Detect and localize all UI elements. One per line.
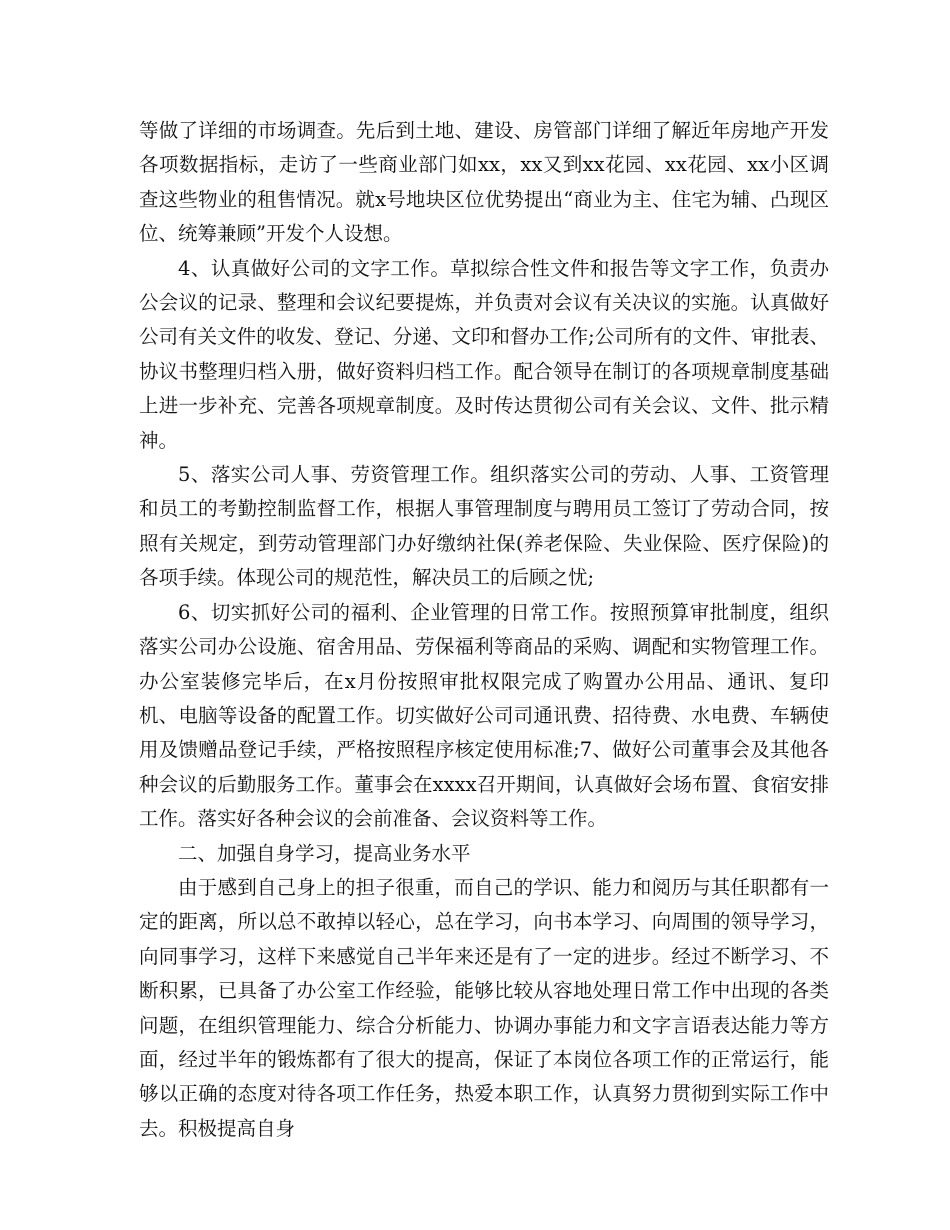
section-heading-2: 二、加强自身学习，提高业务水平 xyxy=(178,841,471,865)
document-body xyxy=(139,114,829,1146)
paragraph-self-study: 由于感到自己身上的担子很重，而自己的学识、能力和阅历与其任职都有一定的距离，所以总不敢掉以轻心，总在学习，向书本学习、向周围的领导学习，向同事学习，这样下来感觉自己半年来还是有了一定的进步。经过不断学习、不断积累，已具备了办公室工作经验，能够比较从容地处理日常工作中出现的各类问题，在组织管理能力、综合分析能力、协调办事能力和文字言语表达能力等方面，经过半年的锻炼都有了很大的提高，保证了本岗位各项工作的正常运行，能够以正确的态度对待各项工作任务，热爱本职工作，认真努力贯彻到实际工作中去。积极提高自身 xyxy=(139,875,829,1140)
paragraph-market-survey: 等做了详细的市场调查。先后到土地、建设、房管部门详细了解近年房地产开发各项数据指标，走访了一些商业部门如xx，xx又到xx花园、xx花园、xx小区调查这些物业的租售情况。就x号地块区位优势提出“商业为主、住宅为辅、凸现区位、统筹兼顾”开发个人设想。 xyxy=(139,119,829,246)
paragraph-item-5: 5、落实公司人事、劳资管理工作。组织落实公司的劳动、人事、工资管理和员工的考勤控制监督工作，根据人事管理制度与聘用员工签订了劳动合同，按照有关规定，到劳动管理部门办好缴纳社保(养老保险、失业保险、医疗保险)的各项手续。体现公司的规范性，解决员工的后顾之忧; xyxy=(139,463,829,590)
paragraph-item-4: 4、认真做好公司的文字工作。草拟综合性文件和报告等文字工作，负责办公会议的记录、整理和会议纪要提炼，并负责对会议有关决议的实施。认真做好公司有关文件的收发、登记、分递、文印和督办工作;公司所有的文件、审批表、协议书整理归档入册，做好资料归档工作。配合领导在制订的各项规章制度基础上进一步补充、完善各项规章制度。及时传达贯彻公司有关会议、文件、批示精神。 xyxy=(139,256,829,452)
paragraph-item-6: 6、切实抓好公司的福利、企业管理的日常工作。按照预算审批制度，组织落实公司办公设施、宿舍用品、劳保福利等商品的采购、调配和实物管理工作。办公室装修完毕后，在x月份按照审批权限完成了购置办公用品、通讯、复印机、电脑等设备的配置工作。切实做好公司司通讯费、招待费、水电费、车辆使用及馈赠品登记手续，严格按照程序核定使用标准;7、做好公司董事会及其他各种会议的后勤服务工作。董事会在xxxx召开期间，认真做好会场布置、食宿安排工作。落实好各种会议的会前准备、会议资料等工作。 xyxy=(139,600,829,831)
